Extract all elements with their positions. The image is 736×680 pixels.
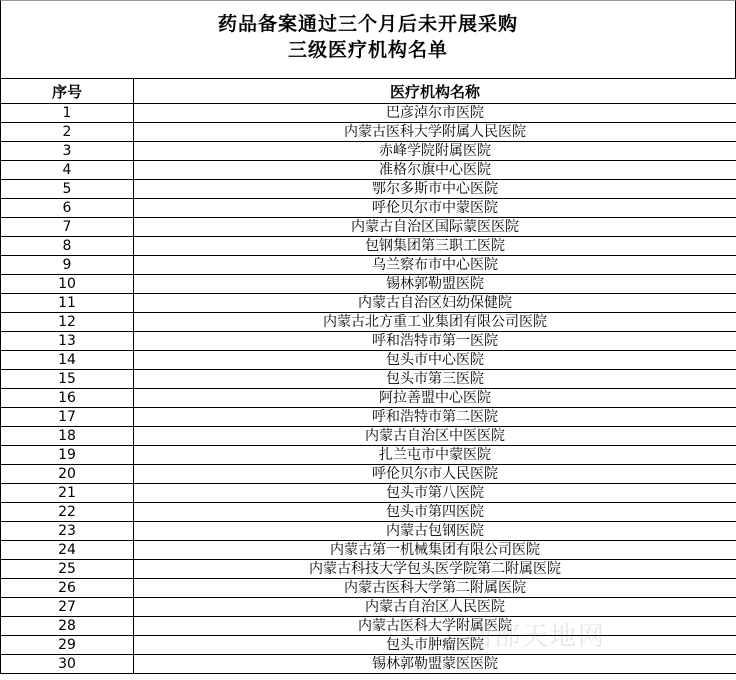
title-block (0, 0, 736, 78)
table-row (1, 503, 736, 522)
row-index: 2 (1, 123, 134, 142)
table-row (1, 332, 736, 351)
table-row (1, 104, 736, 123)
row-institution-name: 内蒙古医科大学附属医院 (134, 617, 736, 636)
row-index: 30 (1, 655, 134, 674)
row-index: 17 (1, 408, 134, 427)
header-institution-name: 医疗机构名称 (134, 79, 736, 104)
table-row (1, 351, 736, 370)
table-row (1, 142, 736, 161)
row-institution-name: 内蒙古自治区中医医院 (134, 427, 736, 446)
table-row (1, 484, 736, 503)
row-institution-name: 呼和浩特市第二医院 (134, 408, 736, 427)
row-institution-name: 内蒙古自治区国际蒙医医院 (134, 218, 736, 237)
table-row (1, 294, 736, 313)
row-index: 21 (1, 484, 134, 503)
row-index: 3 (1, 142, 134, 161)
row-institution-name: 内蒙古医科大学附属人民医院 (134, 123, 736, 142)
row-institution-name: 锡林郭勒盟医院 (134, 275, 736, 294)
row-institution-name: 内蒙古科技大学包头医学院第二附属医院 (134, 560, 736, 579)
row-index: 19 (1, 446, 134, 465)
row-index: 28 (1, 617, 134, 636)
row-index: 24 (1, 541, 134, 560)
row-institution-name: 内蒙古第一机械集团有限公司医院 (134, 541, 736, 560)
table-row (1, 408, 736, 427)
table-row (1, 256, 736, 275)
watermark-text: 西部天地网 (466, 622, 607, 652)
row-institution-name: 包钢集团第三职工医院 (134, 237, 736, 256)
row-institution-name: 呼伦贝尔市中蒙医院 (134, 199, 736, 218)
document-subtitle: 三级医疗机构名单 (287, 39, 448, 61)
table-row (1, 275, 736, 294)
row-index: 1 (1, 104, 134, 123)
row-institution-name: 包头市第三医院 (134, 370, 736, 389)
row-index: 18 (1, 427, 134, 446)
row-index: 25 (1, 560, 134, 579)
row-index: 7 (1, 218, 134, 237)
row-index: 6 (1, 199, 134, 218)
row-institution-name: 呼伦贝尔市人民医院 (134, 465, 736, 484)
institution-table (0, 78, 736, 674)
table-row (1, 161, 736, 180)
row-index: 10 (1, 275, 134, 294)
table-body (1, 104, 736, 674)
row-index: 11 (1, 294, 134, 313)
table-row (1, 218, 736, 237)
table-row (1, 180, 736, 199)
row-institution-name: 呼和浩特市第一医院 (134, 332, 736, 351)
row-index: 13 (1, 332, 134, 351)
row-index: 12 (1, 313, 134, 332)
row-institution-name: 赤峰学院附属医院 (134, 142, 736, 161)
row-institution-name: 内蒙古北方重工业集团有限公司医院 (134, 313, 736, 332)
table-row (1, 465, 736, 484)
row-institution-name: 扎兰屯市中蒙医院 (134, 446, 736, 465)
table-row (1, 389, 736, 408)
table-row (1, 560, 736, 579)
row-index: 8 (1, 237, 134, 256)
row-institution-name: 巴彦淖尔市医院 (134, 104, 736, 123)
row-index: 15 (1, 370, 134, 389)
row-institution-name: 包头市肿瘤医院 (134, 636, 736, 655)
table-row (1, 636, 736, 655)
table-row (1, 123, 736, 142)
row-institution-name: 包头市第八医院 (134, 484, 736, 503)
table-row (1, 446, 736, 465)
row-index: 14 (1, 351, 134, 370)
row-index: 22 (1, 503, 134, 522)
row-institution-name: 包头市第四医院 (134, 503, 736, 522)
row-index: 5 (1, 180, 134, 199)
table-header-row (1, 79, 736, 104)
row-institution-name: 鄂尔多斯市中心医院 (134, 180, 736, 199)
table-row (1, 522, 736, 541)
row-institution-name: 锡林郭勒盟蒙医医院 (134, 655, 736, 674)
table-row (1, 541, 736, 560)
row-index: 16 (1, 389, 134, 408)
row-institution-name: 内蒙古医科大学第二附属医院 (134, 579, 736, 598)
table-row (1, 370, 736, 389)
table-row (1, 237, 736, 256)
table-row (1, 313, 736, 332)
row-institution-name: 内蒙古自治区人民医院 (134, 598, 736, 617)
row-index: 29 (1, 636, 134, 655)
document-title: 药品备案通过三个月后未开展采购 (217, 13, 518, 35)
row-institution-name: 准格尔旗中心医院 (134, 161, 736, 180)
row-institution-name: 阿拉善盟中心医院 (134, 389, 736, 408)
row-index: 27 (1, 598, 134, 617)
row-index: 4 (1, 161, 134, 180)
table-row (1, 199, 736, 218)
row-index: 9 (1, 256, 134, 275)
row-index: 23 (1, 522, 134, 541)
row-index: 20 (1, 465, 134, 484)
row-institution-name: 内蒙古包钢医院 (134, 522, 736, 541)
row-institution-name: 包头市中心医院 (134, 351, 736, 370)
table-row (1, 579, 736, 598)
row-institution-name: 乌兰察布市中心医院 (134, 256, 736, 275)
row-index: 26 (1, 579, 134, 598)
row-institution-name: 内蒙古自治区妇幼保健院 (134, 294, 736, 313)
table-row (1, 427, 736, 446)
table-row (1, 617, 736, 636)
table-row (1, 598, 736, 617)
table-row (1, 655, 736, 674)
header-index: 序号 (1, 79, 134, 104)
